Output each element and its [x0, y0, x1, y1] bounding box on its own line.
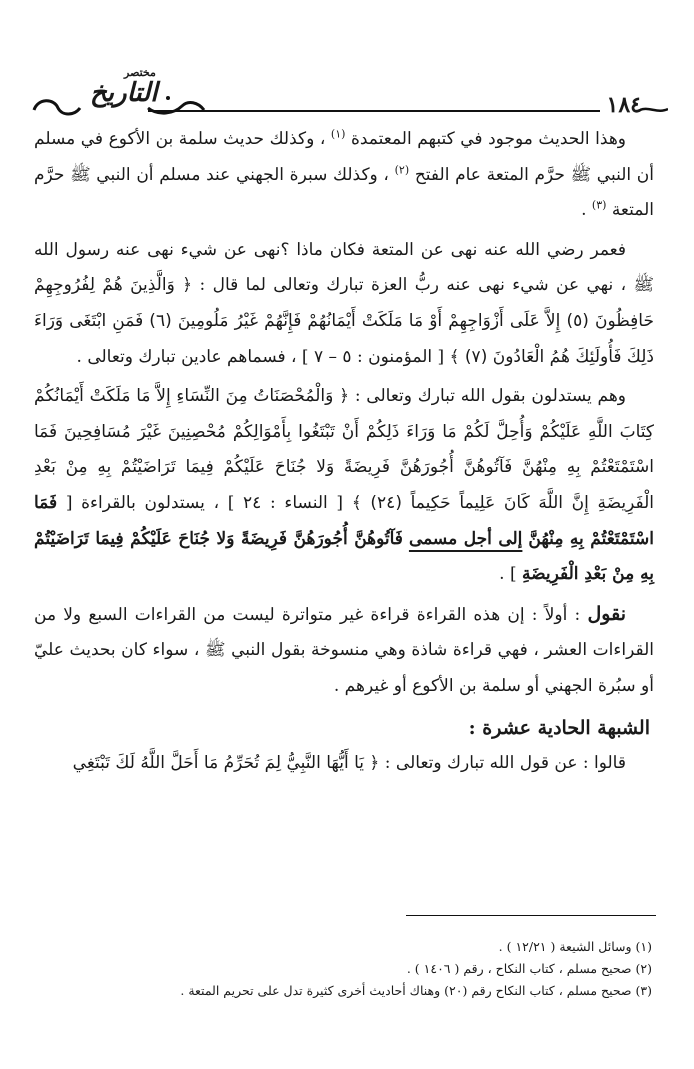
paragraph-4 — [34, 597, 654, 705]
footnote-separator — [406, 915, 656, 916]
footnote-ref-3: (٣) — [591, 198, 607, 212]
footnotes — [40, 936, 652, 1002]
page-header — [28, 66, 668, 126]
verse-reference: [ النساء : ٢٤ ] ، يستدلون بالقراءة [ — [65, 492, 344, 513]
text-run: فعمر رضي الله عنه نهى عن المتعة فكان ماذا ؟نهى عن شيء نهى عنه رسول الله ﷺ ، نهي عن شيء نهى عنه ربُّ العزة تبارك وتعالى لما قال : — [34, 239, 655, 296]
reading-bold-text: فَمَا اسْتَمْتَعْتُمْ بِهِ مِنْهُنَّ — [34, 492, 654, 549]
page-body — [34, 122, 654, 782]
calligraphy-swash-icon — [28, 84, 208, 124]
logo-subtitle: مختصر — [124, 66, 156, 79]
text-run: قالوا : عن قول الله تبارك وتعالى : — [384, 753, 626, 774]
paragraph-5 — [34, 746, 654, 782]
logo-title: التاريخ — [90, 78, 158, 108]
response-label: نقول — [587, 602, 627, 625]
footnote-2: (٢) صحيح مسلم ، كتاب النكاح ، رقم ( ١٤٠٦ ) . — [406, 961, 652, 976]
text-run: ، وكذلك حديث سلمة بن الأكوع في مسلم أن النبي ﷺ حرَّم المتعة عام الفتح — [34, 129, 655, 185]
text-run: ، وكذلك سبرة الجهني عند مسلم أن النبي ﷺ حرَّم المتعة — [34, 164, 654, 221]
paragraph-3 — [34, 379, 654, 593]
footnote-ref-2: (٢) — [394, 162, 410, 176]
paragraph-2 — [34, 233, 654, 375]
header-swash-icon — [640, 106, 668, 114]
text-run: : أولاً : إن هذه القراءة قراءة غير متواترة ليست من القراءات السبع ولا من القراءات العشر ، فهي قراءة شاذة وهي منسوخة بقول النبي ﷺ ، سواء كان بحديث عليّ أو سبُرة الجهني أو سلمة بن الأكوع أو غيرهم . — [34, 604, 654, 696]
section-heading: الشبهة الحادية عشرة : — [468, 716, 650, 739]
footnote-ref-1: (١) — [330, 127, 346, 141]
reading-underlined-text: إلى أجل مسمى — [408, 528, 523, 549]
text-run: ] . — [499, 564, 517, 585]
page-number: ١٨٤ — [606, 92, 642, 118]
verse-reference: [ المؤمنون : ٥ – ٧ ] ، فسماهم عادين تبارك وتعالى . — [76, 346, 445, 367]
reading-bold-text: فَآتُوهُنَّ أُجُورَهُنَّ فَرِيضَةً وَلا جُنَاحَ عَلَيْكُمْ فِيمَا تَرَاضَيْتُمْ بِهِ مِنْ بَعْدِ الْفَرِيضَةِ — [34, 528, 654, 585]
footnote-1: (١) وسائل الشيعة ( ١٢/٢١ ) . — [498, 939, 652, 954]
quran-verse: ﴿ وَالْمُحْصَنَاتُ مِنَ النِّسَاءِ إِلاَّ مَا مَلَكَتْ أَيْمَانُكُمْ كِتَابَ اللَّهِ عَلَيْكُمْ وَأُحِلَّ لَكُمْ مَا وَرَاءَ ذَلِكُمْ أَنْ تَبْتَغُوا بِأَمْوَالِكُمْ مُحْصِنِينَ غَيْرَ مُسَافِحِينَ فَمَا اسْتَمْتَعْتُمْ بِهِ مِنْهُنَّ فَآتُوهُنَّ أُجُورَهُنَّ فَرِيضَةً وَلا جُنَاحَ عَلَيْكُمْ فِيمَا تَرَاضَيْتُمْ بِهِ مِنْ بَعْدِ الْفَرِيضَةِ إِنَّ اللَّهَ كَانَ عَلِيماً حَكِيماً (٢٤) ﴾ — [34, 386, 655, 513]
quran-verse: ﴿ يَا أَيُّهَا النَّبِيُّ لِمَ تُحَرِّمُ مَا أَحَلَّ اللَّهُ لَكَ تَبْتَغِي — [72, 753, 380, 774]
text-run: . — [581, 200, 587, 221]
text-run: وهذا الحديث موجود في كتبهم المعتمدة — [350, 129, 626, 149]
footnote-3: (٣) صحيح مسلم ، كتاب النكاح رقم (٢٠) وهناك أحاديث أخرى كثيرة تدل على تحريم المتعة . — [180, 983, 652, 998]
quran-verse: ﴿ وَالَّذِينَ هُمْ لِفُرُوجِهِمْ حَافِظُونَ (٥) إِلاَّ عَلَى أَزْوَاجِهِمْ أَوْ مَا مَلَكَتْ أَيْمَانُهُمْ فَإِنَّهُمْ غَيْرُ مَلُومِينَ (٦) فَمَنِ ابْتَغَى وَرَاءَ ذَلِكَ فَأُولَئِكَ هُمُ الْعَادُونَ (٧) ﴾ — [34, 275, 654, 367]
paragraph-1 — [34, 122, 654, 229]
text-run: وهم يستدلون بقول الله تبارك وتعالى : — [354, 386, 627, 407]
book-title-logo — [28, 66, 208, 126]
header-rule — [148, 110, 600, 112]
